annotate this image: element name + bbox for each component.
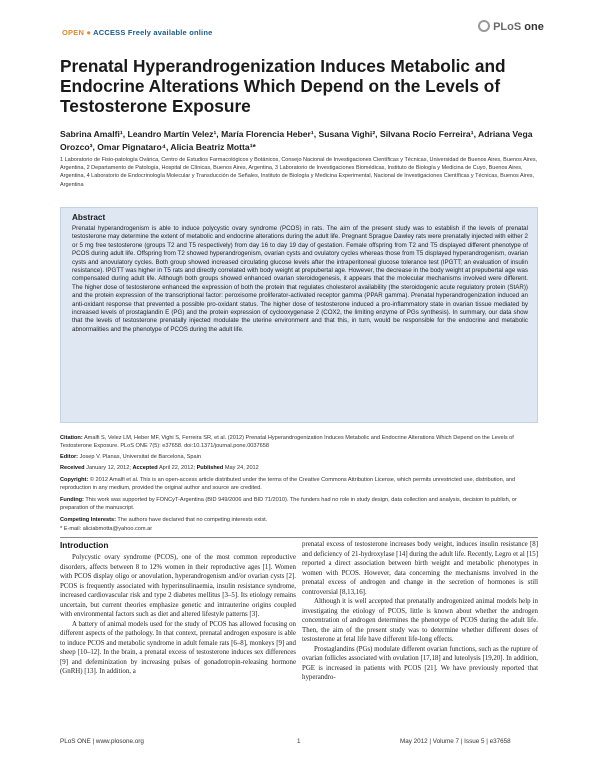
intro-paragraph-4: Although it is well accepted that prenatally androgenized animal models help in investigating the etiology of PCOS, little is known about whether the androgen concentration of androgen determines the phenotype of PCOS during the adult life. Then, the aim of the present study was to determine whether different doses of testosterone at fetal life have different life-long effects. (302, 598, 538, 643)
competing-text: The authors have declared that no competing interests exist. (117, 517, 268, 523)
published-label: Published (196, 465, 224, 471)
intro-paragraph-1: Polycystic ovary syndrome (PCOS), one of the most common reproductive disorders, affects between 8 to 12% women in their reproductive ages [1]. Women with PCOS display oligo or anovulation, hyperandrogenism and/or ovarian cysts [2]. PCOS is frequently associated with hyperinsulinaemia, insulin resistance syndrome, increased cardiovascular risk and type 2 diabetes mellitus [3–5]. Its etiology remains uncertain, but current theories emphasize genetic and intrauterine origins coupled with environmental factors such as diet and altered lifestyle patterns [3]. (60, 554, 296, 618)
published-date: May 24, 2012 (224, 465, 259, 471)
editor-text: Josep V. Planas, Universitat de Barcelona, Spain (79, 454, 201, 460)
intro-right-column (302, 540, 538, 683)
email-link[interactable]: * E-mail: aliciabmotta@yahoo.com.ar (60, 526, 153, 532)
footer-journal: PLoS ONE | www.plosone.org (60, 738, 144, 745)
editor-line (60, 454, 538, 462)
editor-label: Editor: (60, 454, 79, 460)
accepted-date: April 22, 2012; (158, 465, 196, 471)
footer-issue: May 2012 | Volume 7 | Issue 5 | e37658 (400, 738, 511, 745)
received-label: Received (60, 465, 85, 471)
paper-title: Prenatal Hyperandrogenization Induces Metabolic and Endocrine Alterations Which Depend on the Levels of Testosterone Exposure (60, 56, 506, 116)
section-divider (60, 537, 538, 538)
email-line[interactable] (60, 526, 538, 534)
copyright-text: © 2012 Amalfi et al. This is an open-access article distributed under the terms of the Creative Commons Attribution License, which permits unrestricted use, distribution, and reproduction in any medium, provided the original author and source are credited. (60, 477, 516, 491)
accepted-label: Accepted (132, 465, 158, 471)
competing-interests-line (60, 517, 538, 525)
intro-paragraph-2: A battery of animal models used for the study of PCOS has allowed focusing on different aspects of the pathology. In that context, prenatal androgen exposure is able to induce PCOS and metabolic syndrome in adult female rats [6–8], monkeys [9] and sheep [10–12]. In the brain, a prenatal excess of testosterone induces sex differences [9] and defeminization by increasing pulses of gonadotropin-releasing hormone (GnRH) [13]. In addition, a (60, 620, 296, 675)
received-date: January 12, 2012; (86, 465, 131, 471)
introduction-heading: Introduction (60, 540, 109, 550)
funding-text: This work was supported by FONCyT-Argentina (BID 949/2006 and BID 71/2010). The funders had no role in study design, data collection and analysis, decision to publish, or preparation of the manuscript. (60, 497, 517, 511)
funding-line (60, 497, 538, 513)
intro-left-column (60, 553, 296, 677)
abstract-heading: Abstract (72, 213, 106, 222)
open-access-banner (62, 28, 213, 37)
logo-one-text: one (524, 21, 544, 33)
journal-logo[interactable] (478, 20, 544, 33)
open-access-lock-icon: ● (86, 28, 92, 37)
intro-paragraph-5: Prostaglandins (PGs) modulate different ovarian functions, such as the rupture of ovarian follicles associated with ovulation [17,18] and luteolysis [19,20]. In addition, PGE is increased in patients with PCOS [21]. We have previously reported that hyperandro- (302, 645, 538, 681)
citation-text: Amalfi S, Velez LM, Heber MF, Vighi S, Ferreira SR, et al. (2012) Prenatal Hyperandrogenization Induces Metabolic and Endocrine Alterations Which Depend on the Levels of Testosterone Exposure. PLoS ONE 7(5): e37658. doi:10.1371/journal.pone.0037658 (60, 435, 514, 449)
competing-label: Competing Interests: (60, 517, 116, 523)
plos-logo-icon (478, 20, 490, 32)
page-number: 1 (297, 738, 301, 745)
copyright-label: Copyright: (60, 477, 89, 483)
funding-label: Funding: (60, 497, 84, 503)
citation-line (60, 435, 538, 451)
open-access-label: OPEN (62, 28, 85, 37)
logo-plos-text: PLoS (493, 21, 522, 33)
intro-paragraph-3: prenatal excess of testosterone increases body weight, induces insulin resistance [8] and deficiency of 21-hydroxylase [14] during the adult life. Recently, Legro et al [15] reported a direct association between birth weight and metabolic phenotypes in women with PCOS. However, data concerning the mechanisms involved in the prenatal excess of androgen and change in the secretion of hormones is still controversial [8,13,16]. (302, 541, 538, 596)
author-list: Sabrina Amalfi¹, Leandro Martín Velez¹, María Florencia Heber¹, Susana Vighi², Silvana Rocío Ferreira¹, Adriana Vega Orozco³, Omar Pignataro⁴, Alicia Beatriz Motta¹* (60, 129, 533, 152)
dates-line (60, 465, 538, 473)
citation-label: Citation: (60, 435, 83, 441)
abstract-text: Prenatal hyperandrogenism is able to induce polycystic ovary syndrome (PCOS) in rats. The aim of the present study was to establish if the levels of prenatal testosterone may determine the extent of metabolic and endocrine alterations during the adult life. Pregnant Sprague Dawley rats were prenatally injected with either 2 or 5 mg free testosterone (groups T2 and T5 respectively) from day 16 to day 19 day of gestation. Female offspring from T2 and T5 displayed different phenotype of PCOS during adult life. Offspring from T2 showed hyperandrogenism, ovarian cysts and ovulatory cycles whereas those from T5 displayed hyperandrogenism, ovarian cysts and anovulatory cycles. Both group showed increased circulating glucose levels after the intraperitoneal glucose tolerance test (IPGTT; an evaluation of insulin resistance). IPGTT was higher in T5 rats and directly correlated with body weight at prepubertal age. However, the decrease in the body weight at prepubertal age was compensated during adult life. Although both groups showed enhanced ovarian steroidogenesis, it appears that the molecular mechanisms involved were different. The higher dose of testosterone enhanced the expression of both the protein that regulates cholesterol availability (the steroidogenic acute regulatory protein (StAR)) and the protein expression of the transcriptional factor: peroxisome proliferator-activated receptor gamma (PPAR gamma). Prenatal hyperandrogenization induced an anti-oxidant response that prevented a possible pro-oxidant status. The higher dose of testosterone induced a pro-inflammatory state in ovarian tissue mediated by increased levels of prostaglandin E (PG) and the protein expression of cyclooxygenase 2 (COX2, the limiting enzyme of PGs synthesis). In summary, our data show that the levels of testosterone prenatally injected modulate the uterine environment and that this, in turn, would be responsible for the endocrine and metabolic abnormalities and the phenotype of PCOS during the adult life. (72, 225, 528, 333)
access-label: ACCESS Freely available online (93, 28, 213, 37)
affiliations: 1 Laboratorio de Fisio-patología Ovárica, Centro de Estudios Farmacológicos y Botánicos, Consejo Nacional de Investigaciones Científicas y Técnicas, Universidad de Buenos Aires, Buenos Aires, Argentina, 2 Departamento de Patología, Hospital de Clínicas, Buenos Aires, Argentina, 3 Laboratorio de Investigaciones Biomédicas, Instituto de Biología y Medicina de Cuyo, Buenos Aires, Argentina, 4 Laboratorio de Endocrinología Molecular y Transducción de Señales, Instituto de Biología y Medicina Experimental, Nacional de Investigaciones Científicas y Técnicas, Buenos Aires, Argentina (60, 157, 538, 188)
copyright-line (60, 477, 538, 493)
